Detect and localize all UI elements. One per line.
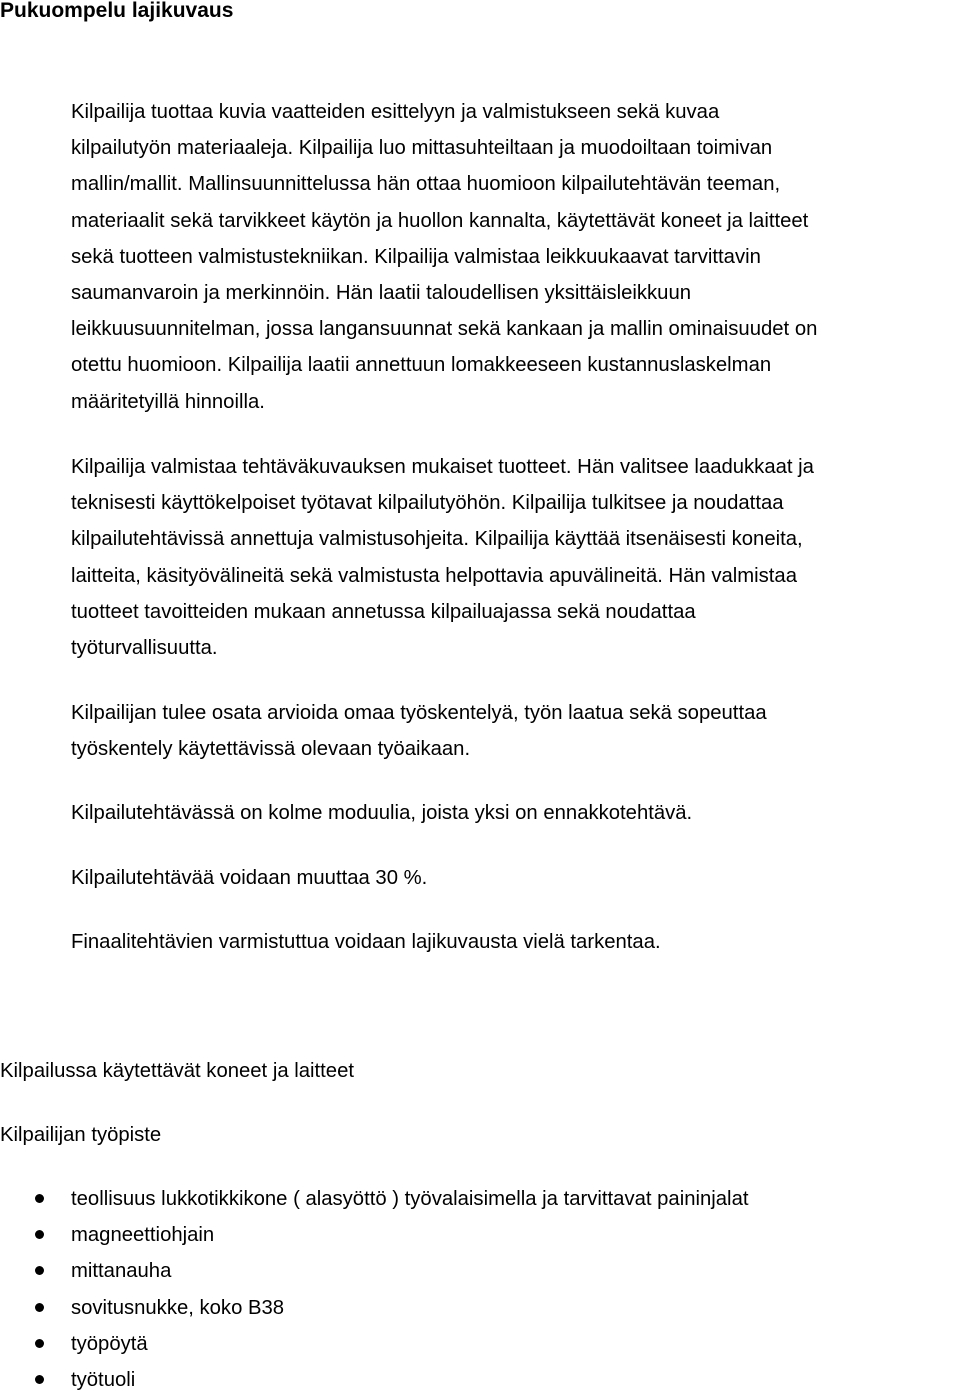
text-line: työturvallisuutta. [71,637,218,660]
list-item-label: työpöytä [71,1332,148,1355]
bullet-icon [35,1375,44,1384]
list-item [0,1253,748,1289]
text-line: työskentely käytettävissä olevaan työaikaan. [71,738,471,761]
text-line: Kilpailija tuottaa kuvia vaatteiden esittelyyn ja valmistukseen sekä kuvaa [71,101,720,123]
list-item-label: magneettiohjain [71,1224,215,1247]
text-line: Finaalitehtävien varmistuttua voidaan lajikuvausta vielä tarkentaa. [71,931,661,953]
text-line: kilpailutyön materiaaleja. Kilpailija luo mittasuhteiltaan ja muodoiltaan toimivan [71,137,773,160]
description-paragraph-2 [71,449,960,666]
bullet-icon [35,1303,44,1312]
description-paragraph-3 [71,695,960,767]
page-title: Pukuompelu lajikuvaus [0,0,234,22]
text-line: määritetyillä hinnoilla. [71,390,265,413]
text-line: laitteita, käsityövälineitä sekä valmistusta helpottavia apuvälineitä. Hän valmistaa [71,564,797,587]
equipment-list [0,1181,748,1398]
list-item-label: teollisuus lukkotikkikone ( alasyöttö ) työvalaisimella ja tarvittavat paininjalat [71,1188,749,1210]
description-paragraph-4 [71,795,960,831]
bullet-icon [35,1194,44,1203]
text-line: tuotteet tavoitteiden mukaan annetussa kilpailuajassa sekä noudattaa [71,600,696,623]
text-line: materiaalit sekä tarvikkeet käytön ja huollon kannalta, käytettävät koneet ja laitteet [71,209,809,232]
section-heading-equipment: Kilpailussa käytettävät koneet ja laitteet [0,1060,355,1082]
subheading-workstation: Kilpailijan työpiste [0,1124,162,1146]
bullet-icon [35,1266,44,1275]
list-item [0,1290,748,1326]
text-line: sekä tuotteen valmistustekniikan. Kilpailija valmistaa leikkuukaavat tarvittavin [71,245,761,268]
text-line: Kilpailutehtävää voidaan muuttaa 30 %. [71,867,428,889]
text-line: otettu huomioon. Kilpailija laatii annettuun lomakkeeseen kustannuslaskelman [71,354,772,377]
text-line: Kilpailutehtävässä on kolme moduulia, joista yksi on ennakkotehtävä. [71,802,693,824]
list-item [0,1362,748,1398]
list-item-label: mittanauha [71,1260,172,1283]
bullet-icon [35,1339,44,1348]
text-line: leikkuusuunnitelman, jossa langansuunnat sekä kankaan ja mallin ominaisuudet on [71,318,818,341]
text-line: saumanvaroin ja merkinnöin. Hän laatii taloudellisen yksittäisleikkuun [71,282,692,305]
list-item [0,1181,748,1217]
list-item-label: sovitusnukke, koko B38 [71,1296,285,1319]
description-paragraph-5 [71,860,960,896]
description-paragraph-6 [71,924,960,960]
text-line: Kilpailijan tulee osata arvioida omaa työskentelyä, työn laatua sekä sopeuttaa [71,702,767,724]
text-line: kilpailutehtävissä annettuja valmistusohjeita. Kilpailija käyttää itsenäisesti koneita, [71,528,803,551]
text-line: mallin/mallit. Mallinsuunnittelussa hän ottaa huomioon kilpailutehtävän teeman, [71,173,781,196]
text-line: Kilpailija valmistaa tehtäväkuvauksen mukaiset tuotteet. Hän valitsee laadukkaat ja [71,456,814,478]
list-item [0,1326,748,1362]
list-item-label: työtuoli [71,1368,136,1391]
bullet-icon [35,1230,44,1239]
text-line: teknisesti käyttökelpoiset työtavat kilpailutyöhön. Kilpailija tulkitsee ja noudattaa [71,492,784,515]
list-item [0,1217,748,1253]
description-paragraph-1 [71,94,960,420]
